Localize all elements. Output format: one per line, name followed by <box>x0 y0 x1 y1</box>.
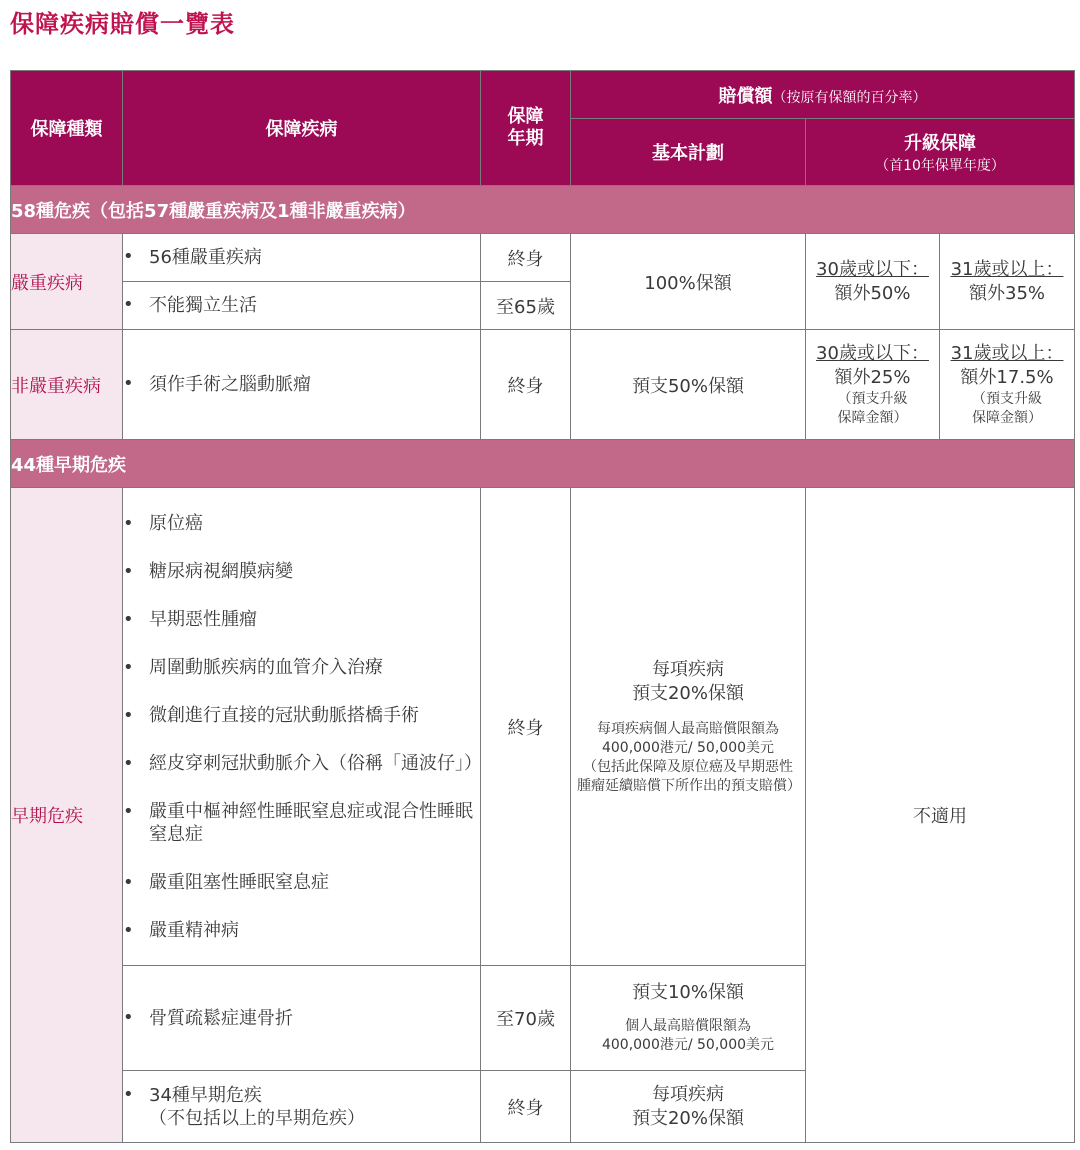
benefit-table <box>10 70 1075 1143</box>
category-early: 早期危疾 <box>11 488 123 1143</box>
header-term: 保障 年期 <box>481 71 571 186</box>
term-cell: 終身 <box>481 1071 571 1143</box>
list-item: • 嚴重中樞神經性睡眠窒息症或混合性睡眠窒息症 <box>123 800 473 845</box>
list-item: • 嚴重精神病 <box>123 919 239 941</box>
category-severe: 嚴重疾病 <box>11 234 123 330</box>
early-disease-list <box>123 512 482 942</box>
disease-cell: • 須作手術之腦動脈瘤 <box>123 330 481 440</box>
basic-cell: 每項疾病 預支20%保額 每項疾病個人最高賠償限額為 400,000港元/ 50,000美元 （包括此保障及原位癌及早期惡性腫瘤延續賠償下所作出的預支賠償） <box>571 488 806 966</box>
category-nonsevere: 非嚴重疾病 <box>11 330 123 440</box>
header-basic: 基本計劃 <box>571 119 806 186</box>
list-item: • 微創進行直接的冠狀動脈搭橋手術 <box>123 704 419 726</box>
upgrade-old-cell: 31歲或以上： 額外17.5% （預支升級 保障金額） <box>940 330 1075 440</box>
term-cell: 終身 <box>481 330 571 440</box>
table-row <box>11 234 1075 282</box>
list-item: • 糖尿病視網膜病變 <box>123 560 293 582</box>
disease-list-cell <box>123 488 481 966</box>
upgrade-young-cell: 30歲或以下： 額外25% （預支升級 保障金額） <box>806 330 940 440</box>
disease-cell: • 骨質疏鬆症連骨折 <box>123 966 481 1071</box>
list-item: • 周圍動脈疾病的血管介入治療 <box>123 656 383 678</box>
header-disease: 保障疾病 <box>123 71 481 186</box>
page-title: 保障疾病賠償一覽表 <box>10 10 235 38</box>
term-cell: 至70歲 <box>481 966 571 1071</box>
header-type: 保障種類 <box>11 71 123 186</box>
table-row <box>11 488 1075 966</box>
term-cell: 終身 <box>481 488 571 966</box>
section-band-critical: 58種危疾（包括57種嚴重疾病及1種非嚴重疾病） <box>11 186 1075 234</box>
term-cell: 至65歲 <box>481 282 571 330</box>
list-item: • 嚴重阻塞性睡眠窒息症 <box>123 871 329 893</box>
header-payout: 賠償額（按原有保額的百分率） <box>571 71 1075 119</box>
list-item: • 經皮穿刺冠狀動脈介入（俗稱「通波仔」） <box>123 752 482 774</box>
list-item: • 原位癌 <box>123 512 203 534</box>
upgrade-old-cell: 31歲或以上： 額外35% <box>940 234 1075 330</box>
basic-cell: 預支10%保額 個人最高賠償限額為 400,000港元/ 50,000美元 <box>571 966 806 1071</box>
disease-cell: • 56種嚴重疾病 <box>123 234 481 282</box>
upgrade-na-cell: 不適用 <box>806 488 1075 1143</box>
disease-cell: • 34種早期危疾 （不包括以上的早期危疾） <box>123 1071 481 1143</box>
section-band-early: 44種早期危疾 <box>11 440 1075 488</box>
basic-cell: 預支50%保額 <box>571 330 806 440</box>
disease-cell: • 不能獨立生活 <box>123 282 481 330</box>
upgrade-young-cell: 30歲或以下： 額外50% <box>806 234 940 330</box>
header-upgrade: 升級保障 （首10年保單年度） <box>806 119 1075 186</box>
basic-cell: 100%保額 <box>571 234 806 330</box>
list-item: • 早期惡性腫瘤 <box>123 608 257 630</box>
basic-cell: 每項疾病 預支20%保額 <box>571 1071 806 1143</box>
term-cell: 終身 <box>481 234 571 282</box>
table-row <box>11 330 1075 440</box>
